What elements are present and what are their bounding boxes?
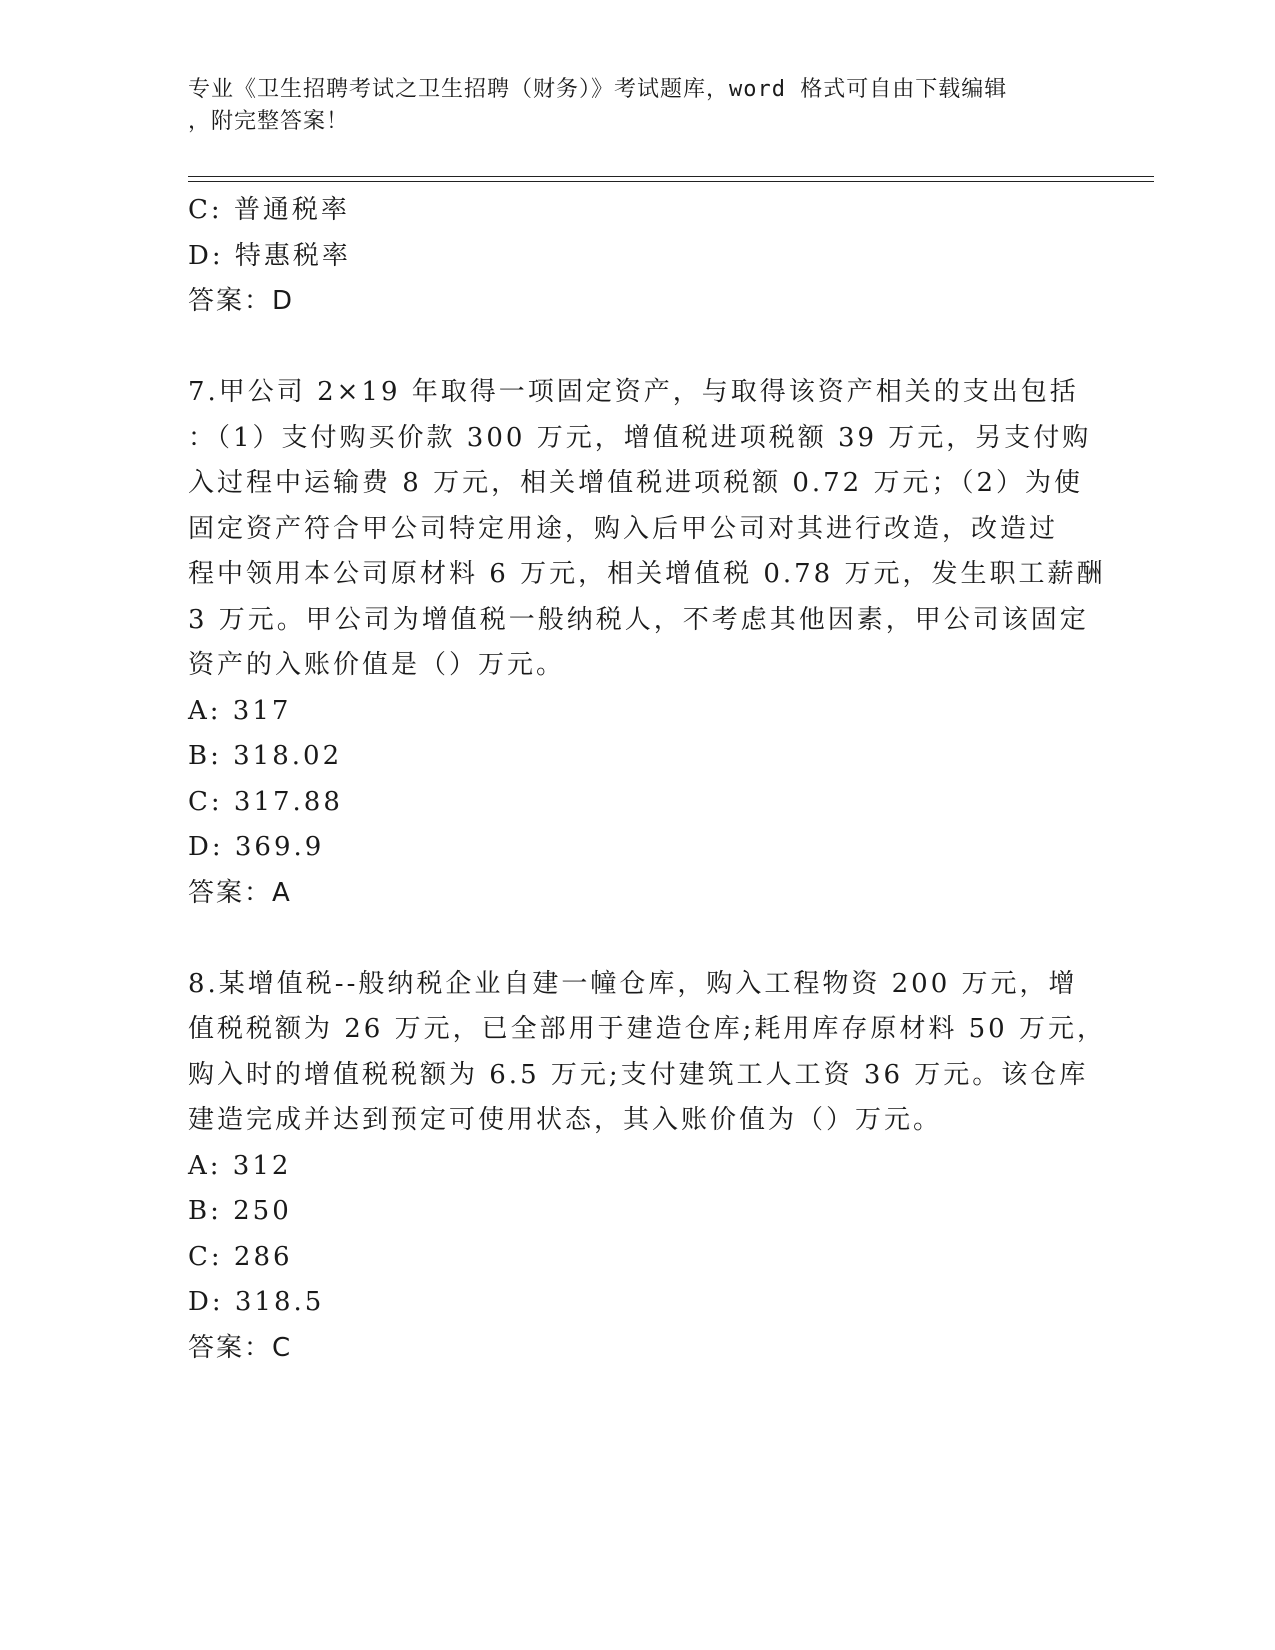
answer-line: 答案：D: [188, 286, 295, 316]
option-d: D: 特惠税率: [188, 240, 351, 271]
option-d: D: 318.5: [188, 1287, 325, 1317]
option-a: A: 312: [188, 1150, 292, 1181]
question-text-line: 3 万元。甲公司为增值税一般纳税人，不考虑其他因素，甲公司该固定: [188, 604, 1089, 635]
document-body: [188, 188, 1106, 1371]
question-7: [188, 370, 1106, 916]
answer-line: 答案：C: [188, 1332, 293, 1363]
question-text-line: 入过程中运输费 8 万元，相关增值税进项税额 0.72 万元；（2）为使: [188, 468, 1084, 498]
option-c: C: 286: [188, 1241, 293, 1272]
option-a: A: 317: [188, 695, 292, 726]
option-b: B: 318.02: [188, 741, 343, 771]
header-rule-top: [188, 176, 1154, 177]
option-b: B: 250: [188, 1196, 292, 1226]
question-text-line: 8.某增值税--般纳税企业自建一幢仓库，购入工程物资 200 万元，增: [188, 968, 1078, 999]
option-c: C: 普通税率: [188, 195, 350, 225]
question-text-line: 程中领用本公司原材料 6 万元，相关增值税 0.78 万元，发生职工薪酬: [188, 559, 1106, 589]
question-text-line: 建造完成并达到预定可使用状态，其入账价值为（）万元。: [188, 1105, 943, 1135]
question-8: [188, 962, 1106, 1372]
header-line-1: 专业《卫生招聘考试之卫生招聘（财务）》考试题库，word 格式可自由下载编辑: [188, 77, 1008, 102]
question-text-line: 资产的入账价值是（）万元。: [188, 650, 566, 680]
spacer: [188, 916, 1088, 962]
question-text-line: 7.甲公司 2×19 年取得一项固定资产，与取得该资产相关的支出包括: [188, 377, 1079, 407]
question-text-line: 购入时的增值税税额为 6.5 万元;支付建筑工人工资 36 万元。该仓库: [188, 1059, 1089, 1090]
question-text-line: ：（1）支付购买价款 300 万元，增值税进项税额 39 万元，另支付购: [188, 422, 1092, 453]
previous-question: [188, 188, 1088, 325]
option-d: D: 369.9: [188, 832, 325, 862]
answer-line: 答案：A: [188, 877, 292, 908]
header-rule-bottom: [188, 181, 1154, 182]
question-text-line: 值税税额为 26 万元，已全部用于建造仓库;耗用库存原材料 50 万元，: [188, 1014, 1106, 1044]
spacer: [188, 325, 1088, 371]
document-header: [188, 74, 1088, 138]
header-line-2: ，附完整答案！: [188, 109, 350, 134]
option-c: C: 317.88: [188, 786, 343, 817]
question-text-line: 固定资产符合甲公司特定用途，购入后甲公司对其进行改造，改造过: [188, 513, 1059, 544]
